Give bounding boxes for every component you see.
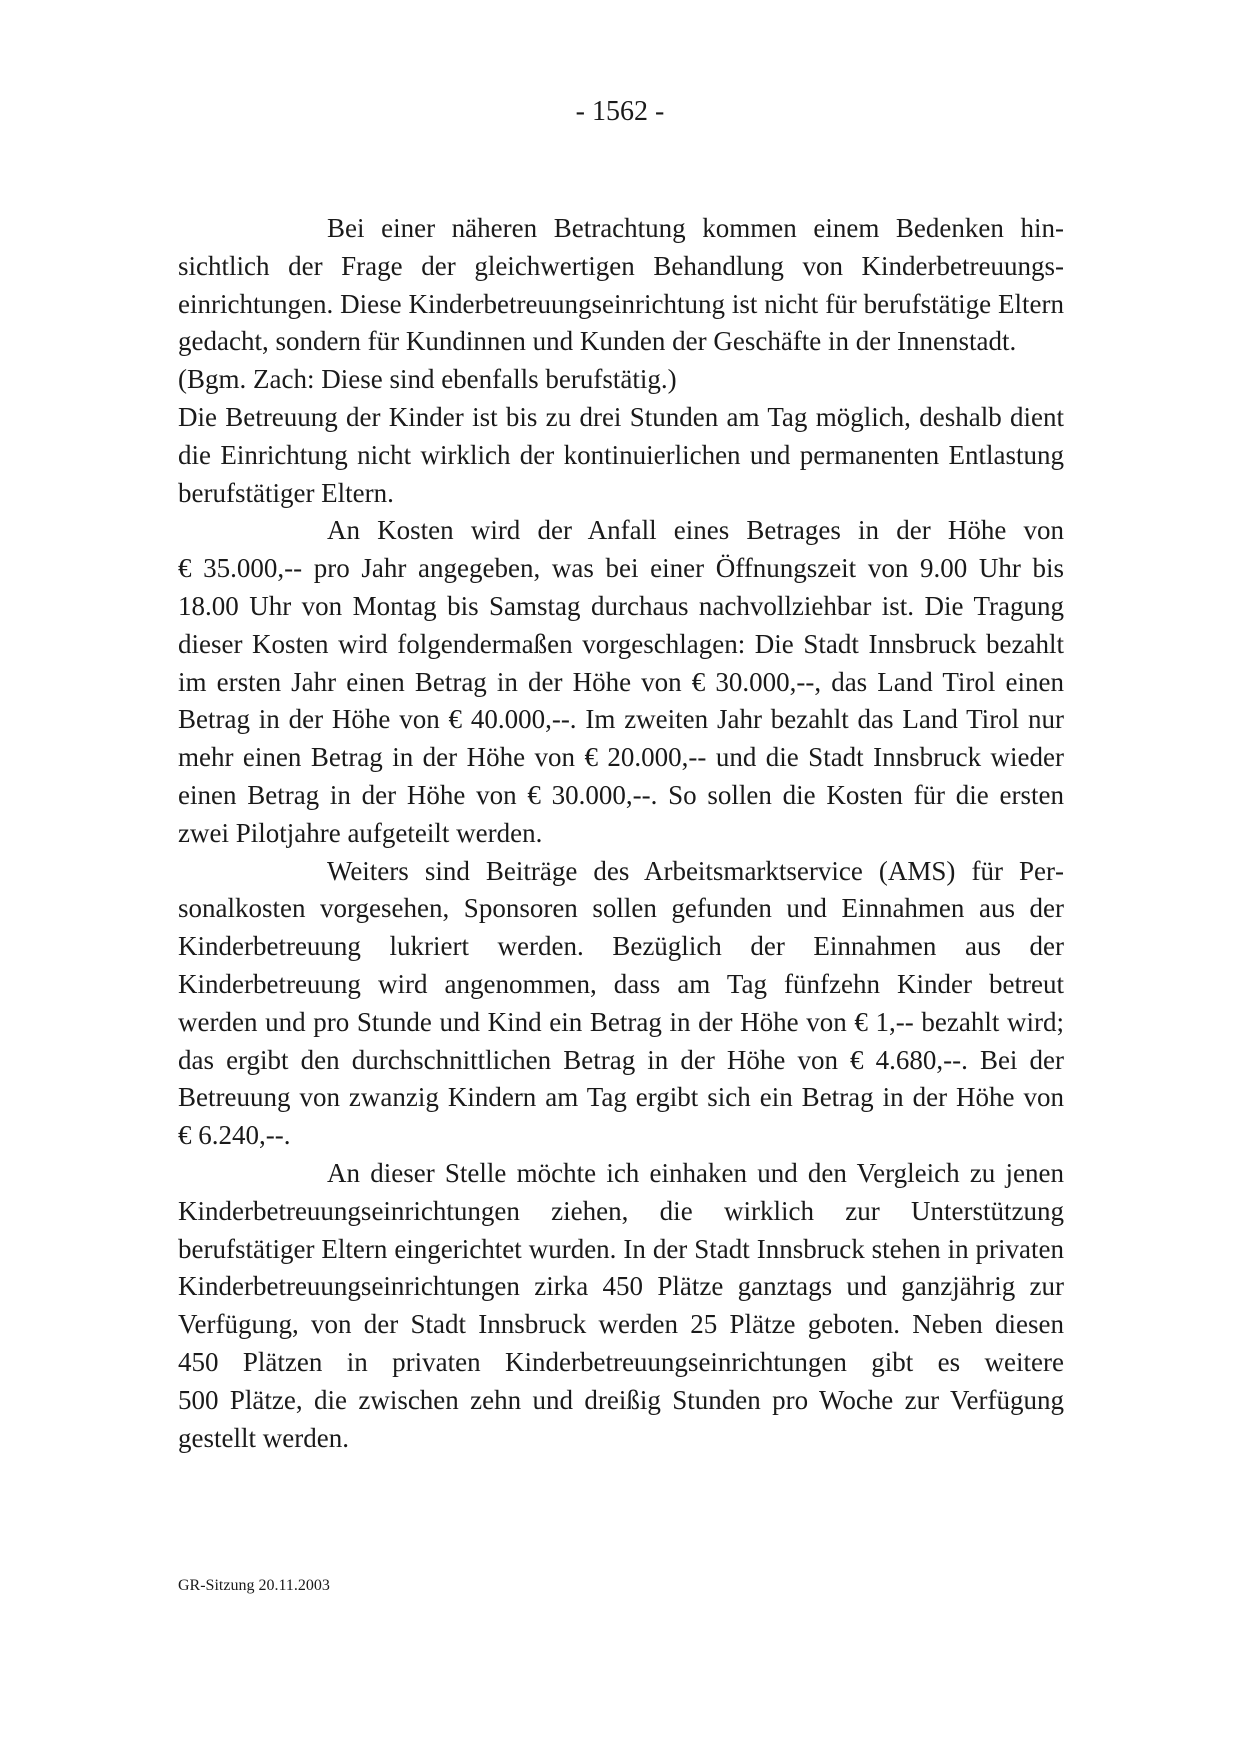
paragraph-care-hours: Die Betreuung der Kinder ist bis zu drei Stunden am Tag möglich, deshalb dient die Einrichtung nicht wirklich der kontinuierlichen und permanenten Entlastung berufstätiger Eltern.: [178, 401, 1064, 508]
paragraph-revenue: Weiters sind Beiträge des Arbeitsmarktservice (AMS) für Personalkosten vorgesehen, Sponsoren sollen gefunden und Einnahmen aus der Kinderbetreuung lukriert werden. Bezüglich der Einnahmen aus der Kinderbetreuung wird angenommen, dass am Tag fünfzehn Kinder betreut werden und pro Stunde und Kind ein Betrag in der Höhe von € 1,-- bezahlt wird; das ergibt den durchschnittlichen Betrag in der Höhe von € 4.680,--. Bei der Betreuung von zwanzig Kindern am Tag ergibt sich ein Betrag in der Höhe von € 6.240,--.: [178, 855, 1064, 1151]
document-body: [178, 210, 1064, 1457]
paragraph-concerns: Bei einer näheren Betrachtung kommen einem Bedenken hinsichtlich der Frage der gleichwertigen Behandlung von Kinderbetreuungseinrichtungen. Diese Kinderbetreuungseinrichtung ist nicht für berufstätige Eltern gedacht, sondern für Kundinnen und Kunden der Geschäfte in der Innenstadt.: [178, 213, 1064, 357]
footer-session-label: GR-Sitzung 20.11.2003: [178, 1577, 330, 1594]
paragraph-comparison: An dieser Stelle möchte ich einhaken und den Vergleich zu jenen Kinderbetreuungseinrichtungen ziehen, die wirklich zur Unterstützung berufstätiger Eltern eingerichtet wurden. In der Stadt Innsbruck stehen in privaten Kinderbetreuungseinrichtungen zirka 450 Plätze ganztags und ganzjährig zur Verfügung, von der Stadt Innsbruck werden 25 Plätze geboten. Neben diesen 450 Plätzen in privaten Kinderbetreuungseinrichtungen gibt es weitere 500 Plätze, die zwischen zehn und dreißig Stunden pro Woche zur Verfügung gestellt werden.: [178, 1157, 1064, 1453]
paragraph-costs: An Kosten wird der Anfall eines Betrages in der Höhe von € 35.000,-- pro Jahr angegeben, was bei einer Öffnungszeit von 9.00 Uhr bis 18.00 Uhr von Montag bis Samstag durchaus nachvollziehbar ist. Die Tragung dieser Kosten wird folgendermaßen vorgeschlagen: Die Stadt Innsbruck bezahlt im ersten Jahr einen Betrag in der Höhe von € 30.000,--, das Land Tirol einen Betrag in der Höhe von € 40.000,--. Im zweiten Jahr bezahlt das Land Tirol nur mehr einen Betrag in der Höhe von € 20.000,-- und die Stadt Innsbruck wieder einen Betrag in der Höhe von € 30.000,--. So sollen die Kosten für die ersten zwei Pilotjahre aufgeteilt werden.: [178, 515, 1064, 848]
page-number: - 1562 -: [575, 96, 665, 127]
interjection-bgm-zach: (Bgm. Zach: Diese sind ebenfalls berufstätig.): [178, 364, 677, 395]
